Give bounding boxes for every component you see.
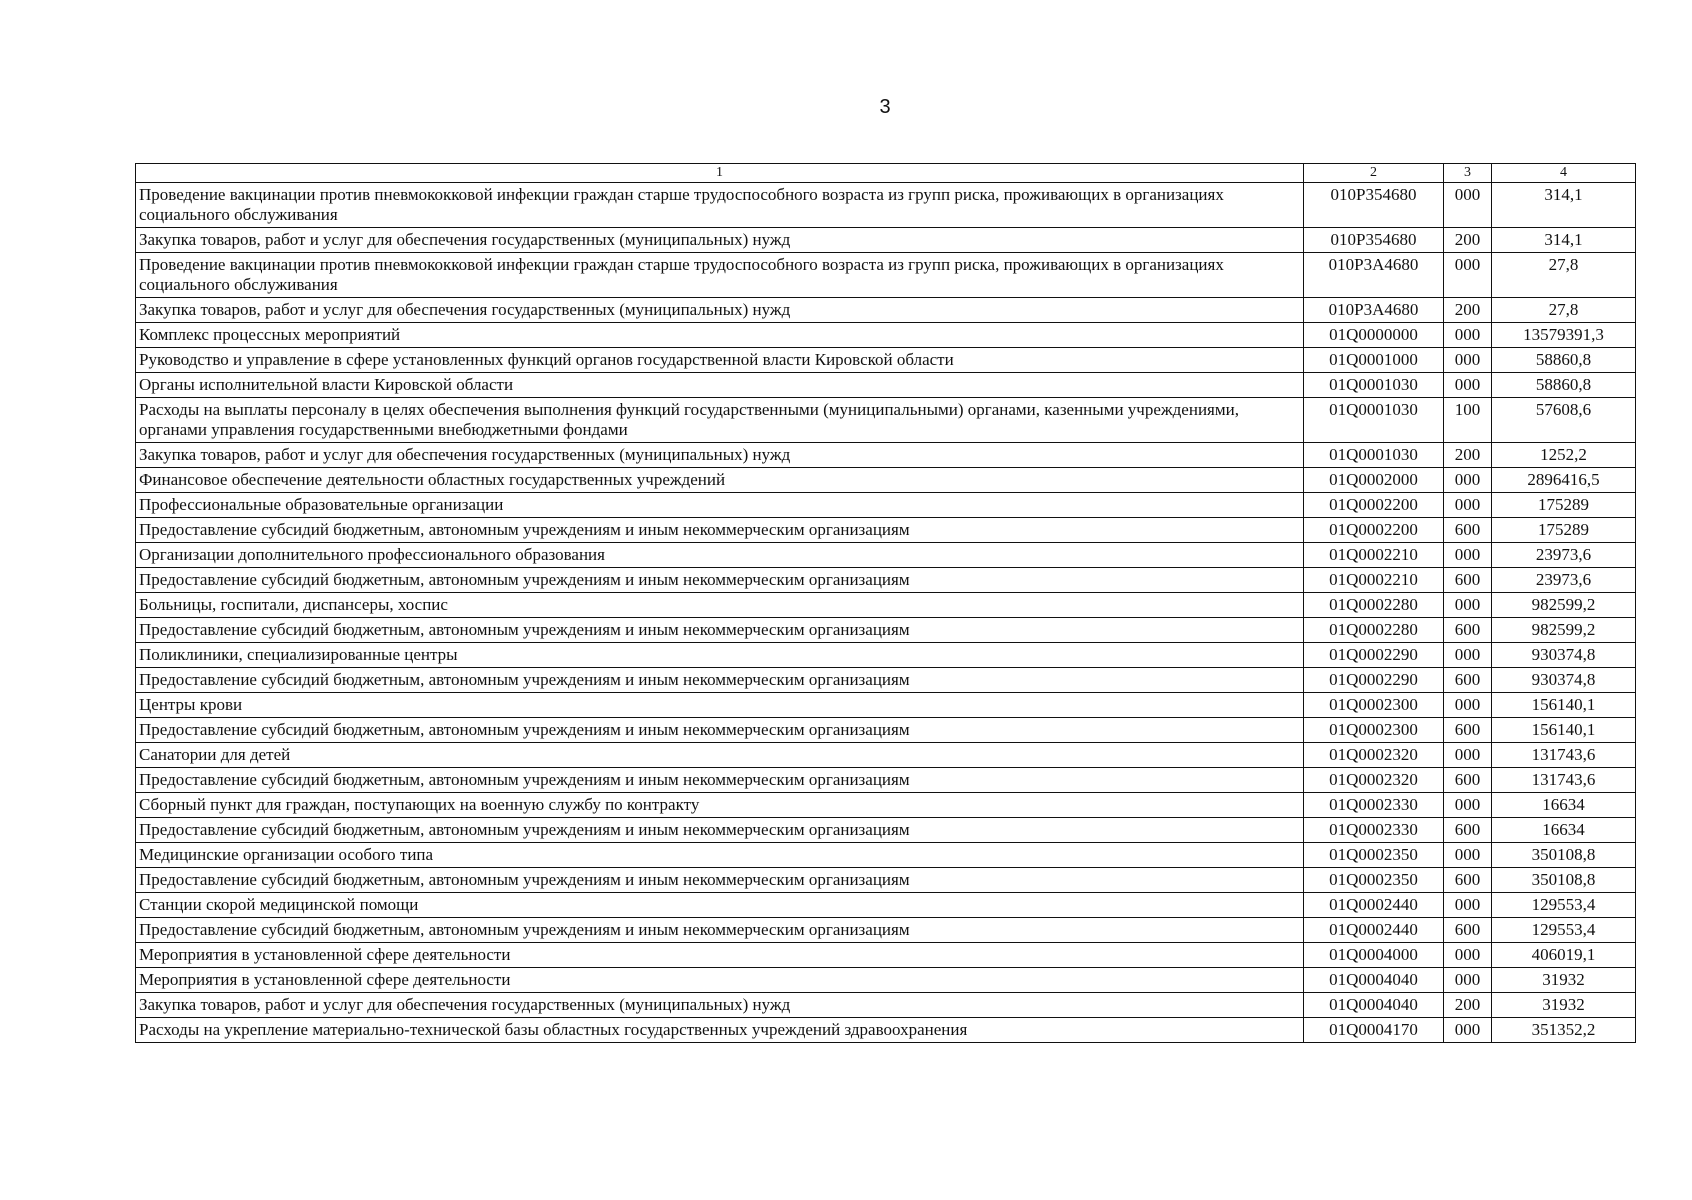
row-code-cell: 010P354680: [1304, 228, 1444, 253]
row-vr-cell: 000: [1444, 843, 1492, 868]
row-amount-cell: 350108,8: [1492, 868, 1636, 893]
row-amount-cell: 131743,6: [1492, 768, 1636, 793]
row-name-cell: Медицинские организации особого типа: [136, 843, 1304, 868]
row-name-cell: Закупка товаров, работ и услуг для обеспечения государственных (муниципальных) нужд: [136, 993, 1304, 1018]
row-code-cell: 01Q0002300: [1304, 693, 1444, 718]
table-row: [136, 493, 1636, 518]
table-header: [136, 164, 1636, 183]
table-row: [136, 323, 1636, 348]
row-vr-cell: 600: [1444, 718, 1492, 743]
row-name-cell: Предоставление субсидий бюджетным, автономным учреждениям и иным некоммерческим организациям: [136, 618, 1304, 643]
table-row: [136, 543, 1636, 568]
row-code-cell: 01Q0002000: [1304, 468, 1444, 493]
row-name-cell: Организации дополнительного профессионального образования: [136, 543, 1304, 568]
row-name-cell: Центры крови: [136, 693, 1304, 718]
row-vr-cell: 600: [1444, 518, 1492, 543]
header-cell-amount: 4: [1492, 164, 1636, 183]
row-amount-cell: 129553,4: [1492, 918, 1636, 943]
table-row: [136, 253, 1636, 298]
table-row: [136, 298, 1636, 323]
table-row: [136, 768, 1636, 793]
row-name-cell: Предоставление субсидий бюджетным, автономным учреждениям и иным некоммерческим организациям: [136, 868, 1304, 893]
row-amount-cell: 16634: [1492, 793, 1636, 818]
header-cell-vr: 3: [1444, 164, 1492, 183]
row-name-cell: Мероприятия в установленной сфере деятельности: [136, 943, 1304, 968]
row-amount-cell: 175289: [1492, 493, 1636, 518]
row-code-cell: 01Q0001000: [1304, 348, 1444, 373]
row-code-cell: 010P3A4680: [1304, 298, 1444, 323]
row-name-cell: Предоставление субсидий бюджетным, автономным учреждениям и иным некоммерческим организациям: [136, 918, 1304, 943]
row-amount-cell: 27,8: [1492, 298, 1636, 323]
table-row: [136, 743, 1636, 768]
row-name-cell: Предоставление субсидий бюджетным, автономным учреждениям и иным некоммерческим организациям: [136, 818, 1304, 843]
row-name-cell: Проведение вакцинации против пневмококковой инфекции граждан старше трудоспособного возраста из групп риска, проживающих в организациях социального обслуживания: [136, 183, 1304, 228]
row-amount-cell: 1252,2: [1492, 443, 1636, 468]
row-code-cell: 01Q0002440: [1304, 918, 1444, 943]
row-name-cell: Закупка товаров, работ и услуг для обеспечения государственных (муниципальных) нужд: [136, 298, 1304, 323]
row-code-cell: 01Q0002280: [1304, 618, 1444, 643]
header-row: [136, 164, 1636, 183]
row-vr-cell: 000: [1444, 943, 1492, 968]
row-vr-cell: 600: [1444, 918, 1492, 943]
table-row: [136, 468, 1636, 493]
row-amount-cell: 982599,2: [1492, 618, 1636, 643]
row-code-cell: 01Q0001030: [1304, 373, 1444, 398]
row-amount-cell: 982599,2: [1492, 593, 1636, 618]
table-row: [136, 518, 1636, 543]
row-code-cell: 01Q0004040: [1304, 968, 1444, 993]
row-code-cell: 01Q0002350: [1304, 843, 1444, 868]
row-vr-cell: 000: [1444, 593, 1492, 618]
row-amount-cell: 129553,4: [1492, 893, 1636, 918]
table-body: [136, 183, 1636, 1043]
row-amount-cell: 23973,6: [1492, 568, 1636, 593]
row-name-cell: Комплекс процессных мероприятий: [136, 323, 1304, 348]
row-amount-cell: 156140,1: [1492, 718, 1636, 743]
row-code-cell: 01Q0002350: [1304, 868, 1444, 893]
row-name-cell: Станции скорой медицинской помощи: [136, 893, 1304, 918]
row-amount-cell: 27,8: [1492, 253, 1636, 298]
row-name-cell: Расходы на выплаты персоналу в целях обеспечения выполнения функций государственными (муниципальными) органами, казенными учреждениями, органами управления государственными внебюджетными фондами: [136, 398, 1304, 443]
row-name-cell: Предоставление субсидий бюджетным, автономным учреждениям и иным некоммерческим организациям: [136, 668, 1304, 693]
row-code-cell: 01Q0004170: [1304, 1018, 1444, 1043]
row-vr-cell: 000: [1444, 893, 1492, 918]
row-amount-cell: 156140,1: [1492, 693, 1636, 718]
table-row: [136, 968, 1636, 993]
table-row: [136, 893, 1636, 918]
row-vr-cell: 000: [1444, 543, 1492, 568]
table-row: [136, 868, 1636, 893]
row-name-cell: Закупка товаров, работ и услуг для обеспечения государственных (муниципальных) нужд: [136, 228, 1304, 253]
row-name-cell: Поликлиники, специализированные центры: [136, 643, 1304, 668]
table-row: [136, 228, 1636, 253]
row-amount-cell: 58860,8: [1492, 373, 1636, 398]
row-name-cell: Профессиональные образовательные организации: [136, 493, 1304, 518]
row-amount-cell: 351352,2: [1492, 1018, 1636, 1043]
table-row: [136, 793, 1636, 818]
row-name-cell: Руководство и управление в сфере установленных функций органов государственной власти Кировской области: [136, 348, 1304, 373]
row-name-cell: Предоставление субсидий бюджетным, автономным учреждениям и иным некоммерческим организациям: [136, 768, 1304, 793]
row-amount-cell: 930374,8: [1492, 668, 1636, 693]
table-row: [136, 993, 1636, 1018]
row-vr-cell: 200: [1444, 298, 1492, 323]
table-row: [136, 618, 1636, 643]
row-vr-cell: 000: [1444, 373, 1492, 398]
row-code-cell: 01Q0002440: [1304, 893, 1444, 918]
table-row: [136, 373, 1636, 398]
row-vr-cell: 000: [1444, 468, 1492, 493]
row-vr-cell: 000: [1444, 493, 1492, 518]
header-cell-name: 1: [136, 164, 1304, 183]
row-code-cell: 01Q0002320: [1304, 743, 1444, 768]
table-row: [136, 398, 1636, 443]
row-code-cell: 01Q0001030: [1304, 398, 1444, 443]
row-code-cell: 01Q0002210: [1304, 568, 1444, 593]
table-row: [136, 818, 1636, 843]
table-row: [136, 668, 1636, 693]
row-name-cell: Закупка товаров, работ и услуг для обеспечения государственных (муниципальных) нужд: [136, 443, 1304, 468]
table-row: [136, 183, 1636, 228]
row-name-cell: Мероприятия в установленной сфере деятельности: [136, 968, 1304, 993]
row-code-cell: 01Q0002200: [1304, 518, 1444, 543]
table-row: [136, 843, 1636, 868]
row-vr-cell: 200: [1444, 228, 1492, 253]
table-row: [136, 693, 1636, 718]
row-amount-cell: 131743,6: [1492, 743, 1636, 768]
row-code-cell: 01Q0002330: [1304, 793, 1444, 818]
row-code-cell: 01Q0002300: [1304, 718, 1444, 743]
table-row: [136, 643, 1636, 668]
table-row: [136, 1018, 1636, 1043]
row-code-cell: 01Q0002320: [1304, 768, 1444, 793]
page-number: 3: [879, 96, 891, 118]
row-name-cell: Сборный пункт для граждан, поступающих на военную службу по контракту: [136, 793, 1304, 818]
row-code-cell: 01Q0001030: [1304, 443, 1444, 468]
header-cell-code: 2: [1304, 164, 1444, 183]
row-name-cell: Проведение вакцинации против пневмококковой инфекции граждан старше трудоспособного возраста из групп риска, проживающих в организациях социального обслуживания: [136, 253, 1304, 298]
row-amount-cell: 2896416,5: [1492, 468, 1636, 493]
row-vr-cell: 200: [1444, 993, 1492, 1018]
row-code-cell: 010P3A4680: [1304, 253, 1444, 298]
row-code-cell: 01Q0002280: [1304, 593, 1444, 618]
row-code-cell: 01Q0002200: [1304, 493, 1444, 518]
row-vr-cell: 000: [1444, 643, 1492, 668]
row-amount-cell: 58860,8: [1492, 348, 1636, 373]
row-vr-cell: 600: [1444, 568, 1492, 593]
budget-table: [135, 163, 1636, 1043]
row-vr-cell: 000: [1444, 348, 1492, 373]
row-amount-cell: 31932: [1492, 968, 1636, 993]
row-amount-cell: 930374,8: [1492, 643, 1636, 668]
row-name-cell: Предоставление субсидий бюджетным, автономным учреждениям и иным некоммерческим организациям: [136, 718, 1304, 743]
table-row: [136, 593, 1636, 618]
row-code-cell: 01Q0002210: [1304, 543, 1444, 568]
row-vr-cell: 000: [1444, 693, 1492, 718]
row-vr-cell: 600: [1444, 768, 1492, 793]
table-row: [136, 943, 1636, 968]
row-vr-cell: 000: [1444, 1018, 1492, 1043]
row-vr-cell: 600: [1444, 818, 1492, 843]
row-code-cell: 01Q0002290: [1304, 668, 1444, 693]
row-name-cell: Санатории для детей: [136, 743, 1304, 768]
table-row: [136, 443, 1636, 468]
row-vr-cell: 600: [1444, 868, 1492, 893]
row-vr-cell: 100: [1444, 398, 1492, 443]
row-amount-cell: 350108,8: [1492, 843, 1636, 868]
row-amount-cell: 23973,6: [1492, 543, 1636, 568]
row-code-cell: 010P354680: [1304, 183, 1444, 228]
row-code-cell: 01Q0000000: [1304, 323, 1444, 348]
row-code-cell: 01Q0004000: [1304, 943, 1444, 968]
row-vr-cell: 600: [1444, 618, 1492, 643]
row-vr-cell: 200: [1444, 443, 1492, 468]
row-amount-cell: 175289: [1492, 518, 1636, 543]
row-vr-cell: 000: [1444, 968, 1492, 993]
row-amount-cell: 314,1: [1492, 228, 1636, 253]
row-name-cell: Больницы, госпитали, диспансеры, хоспис: [136, 593, 1304, 618]
table-row: [136, 718, 1636, 743]
row-code-cell: 01Q0004040: [1304, 993, 1444, 1018]
table-row: [136, 568, 1636, 593]
row-vr-cell: 000: [1444, 253, 1492, 298]
row-name-cell: Органы исполнительной власти Кировской области: [136, 373, 1304, 398]
row-name-cell: Предоставление субсидий бюджетным, автономным учреждениям и иным некоммерческим организациям: [136, 568, 1304, 593]
row-vr-cell: 000: [1444, 793, 1492, 818]
row-amount-cell: 314,1: [1492, 183, 1636, 228]
row-vr-cell: 600: [1444, 668, 1492, 693]
row-name-cell: Предоставление субсидий бюджетным, автономным учреждениям и иным некоммерческим организациям: [136, 518, 1304, 543]
row-amount-cell: 13579391,3: [1492, 323, 1636, 348]
row-code-cell: 01Q0002290: [1304, 643, 1444, 668]
row-amount-cell: 31932: [1492, 993, 1636, 1018]
row-vr-cell: 000: [1444, 323, 1492, 348]
row-amount-cell: 16634: [1492, 818, 1636, 843]
row-amount-cell: 57608,6: [1492, 398, 1636, 443]
table-row: [136, 918, 1636, 943]
row-vr-cell: 000: [1444, 743, 1492, 768]
row-vr-cell: 000: [1444, 183, 1492, 228]
row-name-cell: Расходы на укрепление материально-технической базы областных государственных учреждений здравоохранения: [136, 1018, 1304, 1043]
row-amount-cell: 406019,1: [1492, 943, 1636, 968]
row-code-cell: 01Q0002330: [1304, 818, 1444, 843]
table-row: [136, 348, 1636, 373]
row-name-cell: Финансовое обеспечение деятельности областных государственных учреждений: [136, 468, 1304, 493]
